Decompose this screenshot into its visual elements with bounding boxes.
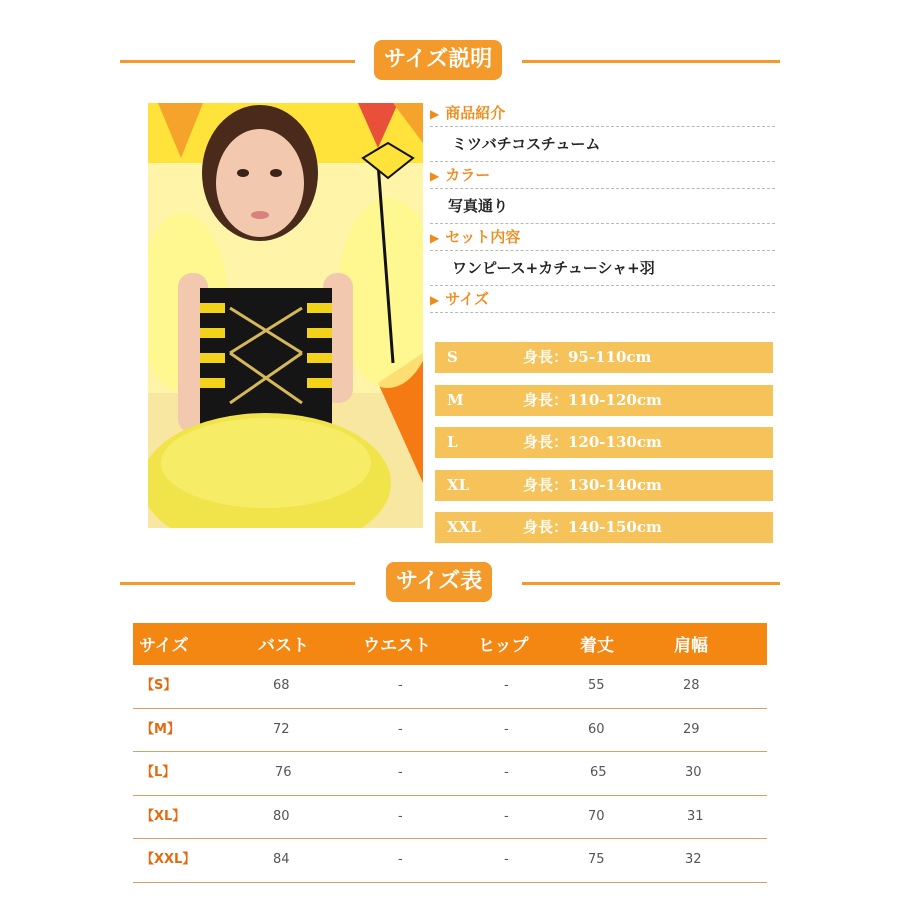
section-title: サイズ説明 xyxy=(374,40,502,80)
table-cell: 70 xyxy=(588,808,605,824)
table-row xyxy=(133,752,767,796)
table-cell: 55 xyxy=(588,678,605,693)
table-cell: - xyxy=(398,765,403,781)
info-value-product: ミツバチコスチューム xyxy=(430,127,775,162)
column-header: サイズ xyxy=(139,636,189,656)
info-header-size xyxy=(430,286,775,313)
info-header-color xyxy=(430,162,775,189)
table-cell: 【S】 xyxy=(141,678,177,693)
info-label: カラー xyxy=(445,166,491,184)
table-cell: 28 xyxy=(683,678,700,693)
table-cell: 29 xyxy=(683,721,700,737)
size-code: S xyxy=(447,348,458,366)
table-cell: - xyxy=(504,678,509,693)
size-code: L xyxy=(447,433,458,451)
divider-line xyxy=(120,60,355,63)
table-cell: 75 xyxy=(588,852,605,868)
divider-line xyxy=(522,60,780,63)
section-header-size-table xyxy=(120,562,780,602)
table-cell: - xyxy=(504,765,509,781)
table-cell: 【L】 xyxy=(141,765,176,781)
table-row xyxy=(133,839,767,883)
info-label: サイズ xyxy=(445,290,490,308)
table-row xyxy=(133,709,767,753)
table-cell: 60 xyxy=(588,721,605,737)
table-cell: 68 xyxy=(273,678,290,693)
size-bar xyxy=(435,470,773,501)
table-cell: 【XXL】 xyxy=(141,852,196,868)
size-code: M xyxy=(447,390,464,409)
divider-line xyxy=(522,582,780,585)
column-header: バスト xyxy=(258,636,309,656)
table-row xyxy=(133,796,767,840)
info-header-set xyxy=(430,224,775,251)
table-cell: - xyxy=(504,808,509,824)
column-header: 肩幅 xyxy=(674,636,708,656)
size-bar xyxy=(435,342,773,373)
size-height: 身長：110-120cm xyxy=(523,390,662,409)
product-photo xyxy=(148,103,423,528)
table-cell: - xyxy=(398,808,403,824)
size-height: 身長：130-140cm xyxy=(523,475,662,494)
size-bar xyxy=(435,512,773,543)
triangle-icon: ▶ xyxy=(430,231,440,245)
size-code: XXL xyxy=(447,518,481,536)
table-cell: - xyxy=(504,852,509,868)
section-header-size-description xyxy=(120,40,780,80)
table-cell: 【XL】 xyxy=(141,808,186,824)
info-label: 商品紹介 xyxy=(445,104,506,122)
column-header: ヒップ xyxy=(478,636,529,656)
triangle-icon: ▶ xyxy=(430,107,440,121)
column-header: ウエスト xyxy=(363,636,431,656)
triangle-icon: ▶ xyxy=(430,169,440,183)
table-cell: 32 xyxy=(685,852,702,868)
table-cell: 【M】 xyxy=(141,721,180,737)
triangle-icon: ▶ xyxy=(430,293,440,307)
size-height: 身長：120-130cm xyxy=(523,433,662,451)
size-height: 身長：95-110cm xyxy=(523,348,652,366)
table-cell: 76 xyxy=(275,765,292,781)
section-title: サイズ表 xyxy=(386,562,492,602)
column-header: 着丈 xyxy=(580,636,614,656)
table-cell: - xyxy=(504,721,509,737)
size-table xyxy=(133,623,767,883)
info-value-set: ワンピース+カチューシャ+羽 xyxy=(430,251,775,286)
table-cell: 65 xyxy=(590,765,607,781)
table-cell: 80 xyxy=(273,808,290,824)
size-code: XL xyxy=(447,475,470,494)
table-cell: 30 xyxy=(685,765,702,781)
table-cell: - xyxy=(398,852,403,868)
table-cell: 72 xyxy=(273,721,290,737)
size-bar xyxy=(435,385,773,416)
size-height-list xyxy=(435,342,773,555)
table-cell: 84 xyxy=(273,852,290,868)
table-cell: 31 xyxy=(687,808,704,824)
info-value-color: 写真通り xyxy=(430,189,775,224)
info-header-product xyxy=(430,100,775,127)
table-row xyxy=(133,665,767,709)
size-height: 身長：140-150cm xyxy=(523,518,662,536)
table-header xyxy=(133,623,767,665)
product-info xyxy=(430,100,775,313)
info-label: セット内容 xyxy=(445,228,521,246)
table-cell: - xyxy=(398,678,403,693)
table-cell: - xyxy=(398,721,403,737)
divider-line xyxy=(120,582,355,585)
size-bar xyxy=(435,427,773,458)
